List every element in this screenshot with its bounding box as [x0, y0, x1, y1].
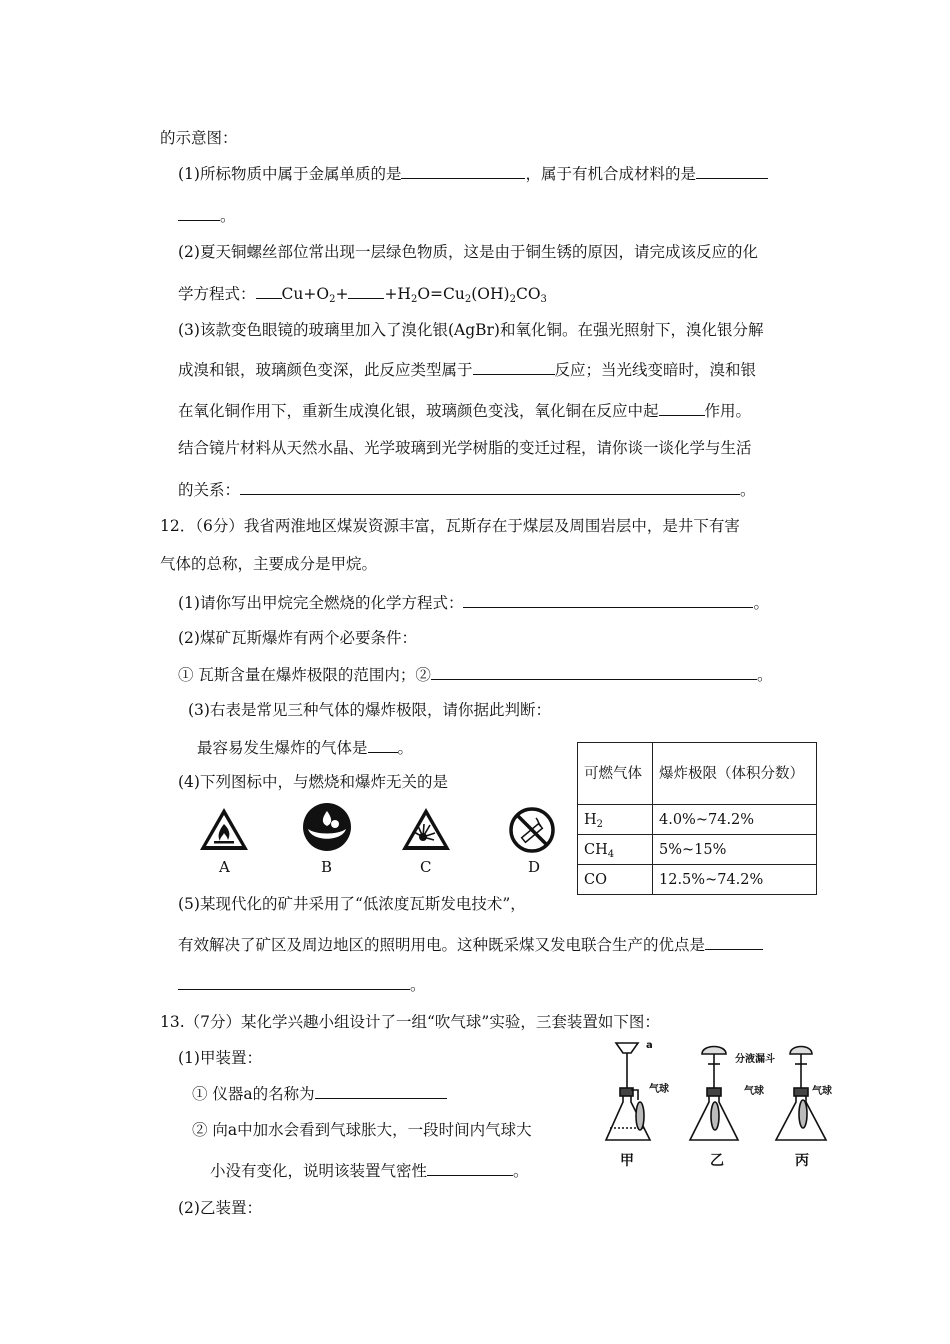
table-row: [578, 835, 817, 865]
apparatus-label-bing: 丙: [795, 1153, 809, 1169]
text-line: [178, 400, 751, 421]
text-line: [178, 934, 763, 955]
apparatus-label-jia: 甲: [620, 1153, 634, 1169]
subscript: 3: [540, 294, 547, 305]
text-line: 结合镜片材料从天然水晶、光学玻璃到光学树脂的变迁过程，请你谈一谈化学与生活: [178, 439, 752, 457]
answer-blank: [348, 283, 384, 299]
flammable-warning-icon: [198, 806, 250, 852]
text-line: ② 向a中加水会看到气球胀大，一段时间内气球大: [192, 1121, 532, 1139]
answer-blank: [705, 934, 763, 950]
question-13-part-1: (1)甲装置：: [178, 1049, 262, 1067]
question-12-part-3: (3)右表是常见三种气体的爆炸极限，请你据此判断：: [188, 701, 551, 719]
question-12-title: 12．（6分）我省两淮地区煤炭资源丰富，瓦斯存在于煤层及周围岩层中，是井下有害: [160, 517, 740, 535]
corrosive-icon: [302, 802, 352, 852]
table-cell-limit: 12.5%~74.2%: [653, 865, 817, 895]
subscript: 2: [509, 294, 516, 305]
subscript: 2: [410, 294, 418, 305]
apparatus-label-a: a: [646, 1040, 653, 1051]
answer-blank: [696, 163, 768, 179]
table-header-limit: 爆炸极限（体积分数）: [653, 743, 817, 805]
answer-blank: [427, 1160, 513, 1176]
table-row: [578, 865, 817, 895]
sign-label-a: A: [219, 858, 230, 876]
text: O=Cu: [417, 285, 465, 303]
text-line: [210, 1160, 529, 1181]
text: 。: [397, 739, 414, 757]
sign-label-b: B: [321, 858, 333, 876]
answer-blank: [315, 1083, 447, 1099]
question-12-part-4: (4)下列图标中，与燃烧和爆炸无关的是: [178, 773, 448, 791]
text: 最容易发生爆炸的气体是: [197, 739, 368, 757]
question-12-part-5: (5)某现代化的矿井采用了“低浓度瓦斯发电技术”，: [178, 895, 526, 913]
table-cell-limit: 5%~15%: [653, 835, 817, 865]
text: 的关系：: [178, 481, 241, 499]
balloon-label: 气球: [812, 1086, 832, 1097]
equation-line: [178, 283, 547, 304]
sign-label-c: C: [420, 858, 432, 876]
text: 。: [410, 976, 426, 994]
text: 反应；当光线变暗时，溴和银: [554, 361, 757, 379]
text-line: [197, 737, 413, 758]
answer-blank: [473, 359, 555, 375]
question-12-part-2: (2)煤矿瓦斯爆炸有两个必要条件：: [178, 629, 417, 647]
text: (OH): [471, 285, 510, 303]
question-1-part-1: [178, 163, 768, 184]
text-line: [192, 1083, 447, 1104]
subscript: 2: [329, 294, 336, 305]
balloon-label: 气球: [744, 1086, 764, 1097]
subscript: 2: [464, 294, 472, 305]
explosion-limit-table: [577, 742, 817, 895]
text: (1)请你写出甲烷完全燃烧的化学方程式：: [178, 594, 464, 612]
text: 成溴和银，玻璃颜色变深，此反应类型属于: [178, 361, 473, 379]
answer-blank: [368, 737, 398, 753]
text-line: 气体的总称，主要成分是甲烷。: [160, 555, 378, 573]
table-cell-limit: 4.0%~74.2%: [653, 805, 817, 835]
table-row: [578, 805, 817, 835]
answer-blank: [178, 974, 410, 990]
text-line: [178, 205, 236, 226]
sign-label-d: D: [528, 858, 541, 876]
table-header-gas: 可燃气体: [578, 743, 653, 805]
text: 。: [220, 207, 236, 225]
explosive-warning-icon: [400, 806, 452, 852]
balloon-apparatus-diagram: [598, 1040, 838, 1152]
text: ① 仪器a的名称为: [192, 1085, 315, 1103]
text-line: [178, 664, 772, 685]
answer-blank: [401, 163, 525, 179]
question-12-part-1: [178, 592, 769, 613]
question-13-part-2: (2)乙装置：: [178, 1199, 262, 1217]
text: ，属于有机合成材料的是: [525, 165, 696, 183]
text: 。: [756, 666, 773, 684]
table-cell-gas: $H_2$: [578, 805, 653, 835]
question-13-title: 13.（7分）某化学兴趣小组设计了一组“吹气球”实验，三套装置如下图：: [160, 1013, 660, 1031]
text: +H: [384, 285, 411, 303]
text: 。: [753, 594, 769, 612]
answer-blank: [431, 664, 757, 680]
text: 小没有变化，说明该装置气密性: [210, 1162, 428, 1180]
question-1-part-3: (3)该款变色眼镜的玻璃里加入了溴化银(AgBr)和氧化铜。在强光照射下，溴化银分解: [178, 321, 764, 339]
apparatus-label-yi: 乙: [710, 1153, 724, 1169]
text: 作用。: [704, 402, 752, 420]
funnel-label: 分液漏斗: [735, 1054, 775, 1065]
text: Cu+O: [281, 285, 330, 303]
text: (1)所标物质中属于金属单质的是: [178, 165, 402, 183]
text: 。: [513, 1162, 529, 1180]
balloon-label: 气球: [649, 1084, 669, 1095]
table-cell-gas: CO: [578, 865, 653, 895]
answer-blank: [659, 400, 705, 416]
text: 学方程式：: [178, 285, 256, 303]
text-line: [178, 359, 756, 380]
text: 。: [740, 481, 756, 499]
text: 在氧化铜作用下，重新生成溴化银，玻璃颜色变浅，氧化铜在反应中起: [178, 402, 659, 420]
answer-blank: [178, 205, 220, 221]
text: CO: [515, 285, 541, 303]
answer-blank: [240, 479, 740, 495]
answer-blank: [256, 283, 282, 299]
text: +: [335, 285, 349, 303]
text-line: [178, 974, 426, 995]
table-cell-gas: $CH_4$: [578, 835, 653, 865]
question-1-part-2: (2)夏天铜螺丝部位常出现一层绿色物质，这是由于铜生锈的原因，请完成该反应的化: [178, 243, 758, 261]
text: 有效解决了矿区及周边地区的照明用电。这种既采煤又发电联合生产的优点是: [178, 936, 706, 954]
text: ① 瓦斯含量在爆炸极限的范围内；②: [178, 666, 431, 684]
text-line: [178, 479, 756, 500]
text-line: 的示意图：: [160, 129, 238, 147]
answer-blank: [463, 592, 753, 608]
no-smoking-icon: [508, 806, 556, 854]
